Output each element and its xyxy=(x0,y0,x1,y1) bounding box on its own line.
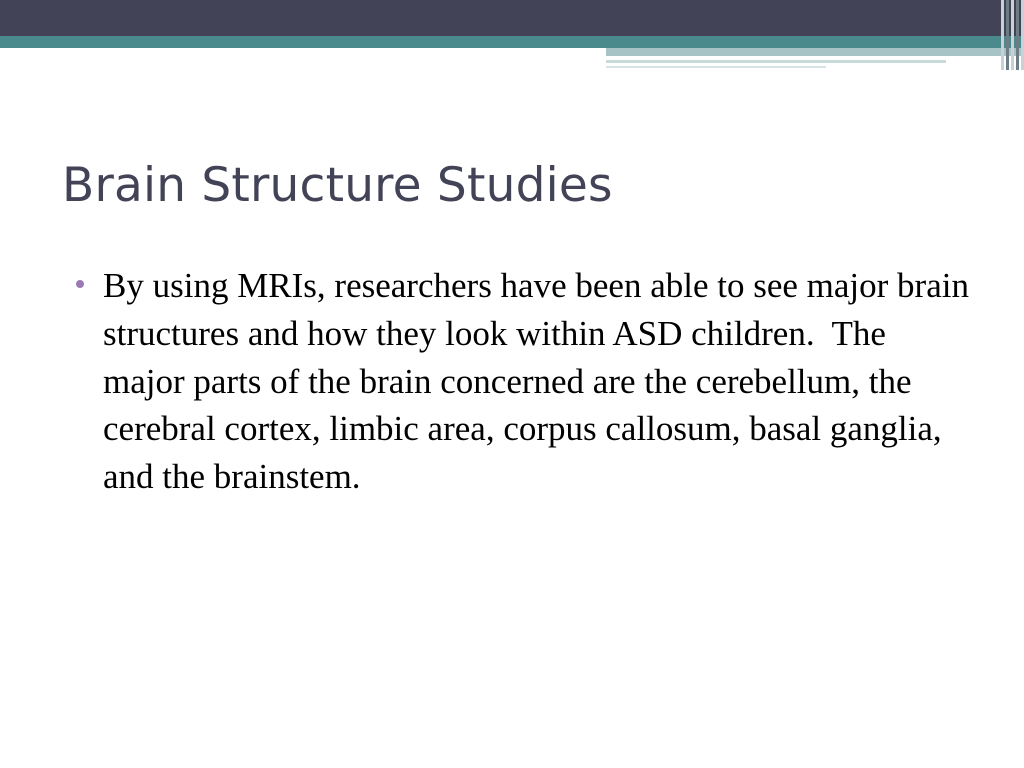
round-bullet-icon xyxy=(76,280,84,288)
slide-title: Brain Structure Studies xyxy=(62,158,613,213)
header-dark-band xyxy=(0,0,1024,36)
header-teal-band xyxy=(0,36,1024,48)
corner-stripes-decoration xyxy=(994,0,1024,70)
corner-stripe xyxy=(1001,0,1004,70)
bullet-text: By using MRIs, researchers have been able to see major brain structures and how they look within ASD children. The major parts of the brain concerned are the cerebellum, the cerebral cortex, limbic area, corpus callosum, basal ganglia, and the brainstem. xyxy=(103,266,978,497)
bullet-item xyxy=(76,262,976,501)
header-thin-line xyxy=(606,60,946,63)
corner-stripe xyxy=(1006,0,1009,70)
header-light-teal-band xyxy=(606,48,1024,56)
corner-stripe xyxy=(1011,0,1014,70)
bullet-list xyxy=(76,262,976,501)
corner-stripe xyxy=(1016,0,1019,70)
header-thin-line xyxy=(606,66,826,68)
